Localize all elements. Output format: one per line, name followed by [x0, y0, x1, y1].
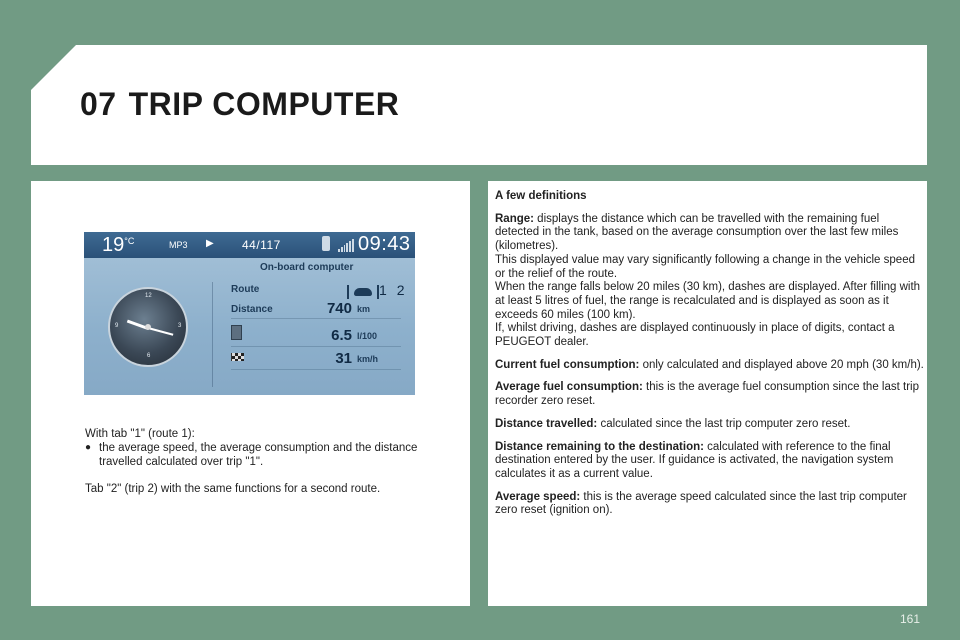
display-status-bar [84, 232, 415, 258]
definition-average-speed [495, 491, 925, 518]
term-average-consumption: Average fuel consumption: [495, 381, 643, 394]
route-label: Route [231, 284, 260, 295]
audio-source: MP3 [169, 240, 188, 250]
chapter-title-text: TRIP COMPUTER [128, 86, 400, 122]
phone-icon [322, 236, 330, 251]
onboard-display [84, 232, 415, 395]
current-consumption-text: only calculated and displayed above 20 mph (30 km/h). [639, 358, 924, 371]
consumption-unit: l/100 [357, 331, 378, 341]
clock-minute-hand [148, 327, 174, 336]
average-speed-text: this is the average speed calculated since the last trip computer zero reset (ignition on). [495, 490, 907, 517]
display-title: On-board computer [260, 262, 354, 273]
display-divider [212, 282, 213, 387]
left-text [85, 427, 445, 496]
temperature-unit: °C [124, 236, 135, 246]
consumption-value: 6.5 [331, 327, 352, 344]
clock-time: 09:43 [358, 233, 411, 255]
definition-current-consumption [495, 359, 925, 373]
range-line-3: When the range falls below 20 miles (30 km), dashes are displayed. After filling with at least 5 litres of fuel, the range is recalculated and is displayed as soon as it exceeds 60 miles (100 km). [495, 281, 921, 321]
clock-number-3: 3 [178, 323, 182, 329]
range-unit: km [357, 304, 371, 314]
term-distance-remaining: Distance remaining to the destination: [495, 440, 704, 453]
chapter-number: 07 [80, 86, 117, 122]
range-line-2: This displayed value may vary significantly following a change in the vehicle speed or the relief of the route. [495, 253, 915, 280]
distance-label: Distance [231, 304, 273, 315]
definitions-heading [495, 190, 925, 204]
clock-hub [145, 324, 151, 330]
term-current-consumption: Current fuel consumption: [495, 358, 640, 371]
range-line-4: If, whilst driving, dashes are displayed continuously in place of digits, contact a PEUGEOT dealer. [495, 322, 895, 349]
bullet-text: the average speed, the average consumption and the distance travelled calculated over trip "1". [99, 442, 418, 468]
fuel-pump-icon [231, 325, 242, 340]
speed-unit: km/h [357, 354, 379, 364]
trip-tabs [379, 282, 405, 298]
row-separator [231, 369, 401, 370]
definition-average-consumption [495, 381, 925, 408]
temperature-value: 19 [102, 234, 125, 256]
definition-range [495, 213, 925, 350]
tab-1[interactable]: 1 [379, 282, 387, 298]
checkered-flag-icon [231, 353, 244, 361]
definition-distance-travelled [495, 418, 925, 432]
temperature [102, 234, 134, 257]
range-text: displays the distance which can be travelled with the remaining fuel detected in the tank, based on the average consumption over the last few miles (kilometres). [495, 212, 899, 253]
definition-distance-remaining [495, 441, 925, 482]
range-value: 740 [326, 300, 352, 317]
tab1-intro: With tab "1" (route 1): [85, 428, 195, 440]
distance-remaining-text: calculated with reference to the final destination entered by the user. If guidance is activated, the navigation system calculates it as a current value. [495, 440, 894, 480]
clock-number-12: 12 [145, 293, 152, 299]
term-average-speed: Average speed: [495, 490, 581, 503]
tab-2[interactable]: 2 [396, 282, 405, 298]
term-range: Range: [495, 212, 534, 225]
definitions [495, 190, 925, 527]
speed-value: 31 [335, 350, 352, 367]
car-icon [347, 285, 379, 299]
play-icon: ▶ [206, 238, 214, 249]
signal-strength-icon [338, 238, 354, 252]
list-item [85, 441, 445, 469]
row-separator [231, 346, 401, 347]
page-number: 161 [900, 612, 921, 626]
tab2-text: Tab "2" (trip 2) with the same functions for a second route. [85, 483, 381, 495]
track-counter: 44/117 [242, 238, 281, 252]
clock-number-6: 6 [147, 353, 151, 359]
distance-travelled-text: calculated since the last trip computer zero reset. [597, 417, 851, 430]
row-separator [231, 318, 401, 319]
term-distance-travelled: Distance travelled: [495, 417, 598, 430]
definitions-heading-text: A few definitions [495, 190, 587, 202]
analog-clock-icon [108, 287, 188, 367]
clock-number-9: 9 [115, 323, 119, 329]
average-consumption-text: this is the average fuel consumption since the last trip recorder zero reset. [495, 381, 919, 408]
bullet-icon: ● [85, 442, 92, 453]
chapter-title [80, 86, 399, 123]
